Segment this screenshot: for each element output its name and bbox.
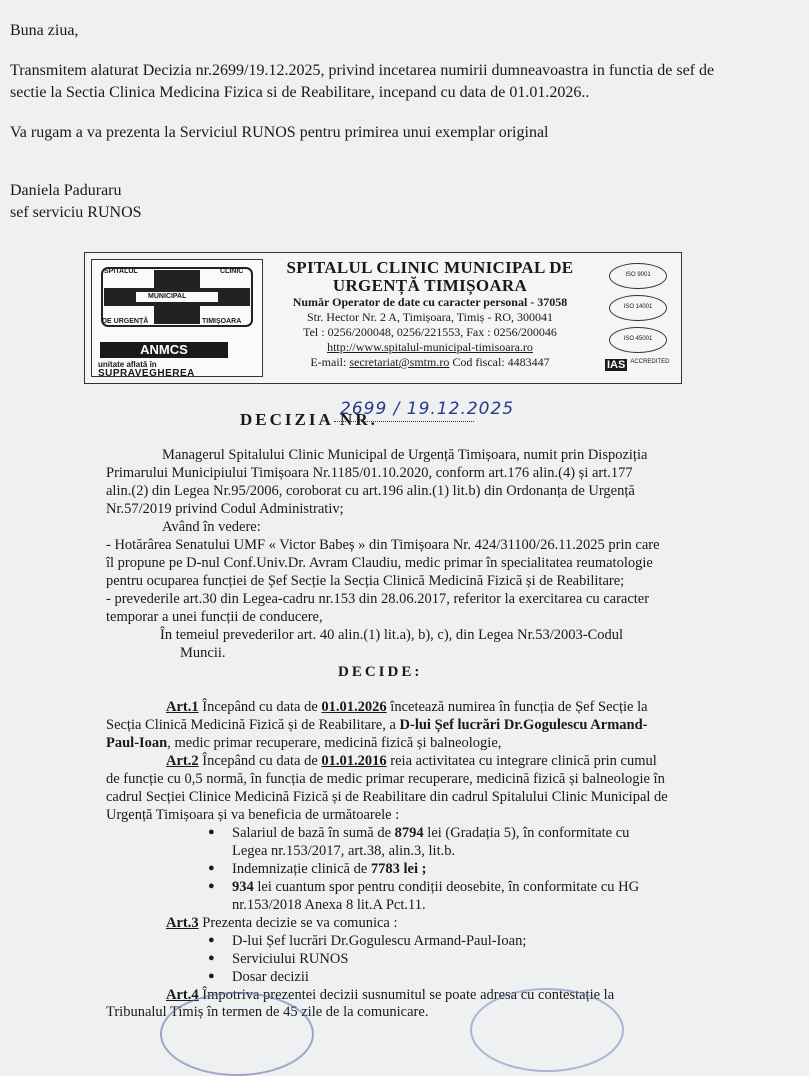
email-label: E-mail: [310, 355, 350, 369]
logo-timisoara: TIMIȘOARA [202, 318, 242, 325]
art1-line-3 [106, 734, 501, 753]
salary-line-2: Legea nr.153/2017, art.38, alin.3, lit.b. [232, 843, 456, 859]
hospital-phone: Tel : 0256/200048, 0256/221553, Fax : 0256/200046 [303, 325, 557, 339]
art4-line-2: Tribunalul Timiș în termen de 45 zile de la comunicare. [106, 1004, 429, 1020]
logo-spitalul: SPITALUL [104, 268, 138, 275]
preamble-line: Managerul Spitalului Clinic Municipal de Urgență Timișoara, numit prin Dispoziția [162, 447, 648, 463]
art3-text: Prezenta decizie se va comunica : [198, 915, 398, 931]
indemnity-line [232, 860, 426, 879]
salary-line-1 [232, 824, 629, 843]
art1-pre: Începând cu data de [198, 699, 322, 715]
art2-line-1 [166, 752, 657, 771]
having-regard: Având în vedere: [162, 519, 261, 535]
spor-post: lei cuantum spor pentru condiții deosebite, în conformitate cu HG [253, 879, 640, 895]
hospital-name-line-1: SPITALUL CLINIC MUNICIPAL DE [286, 258, 574, 277]
bullet-icon: ● [208, 952, 215, 964]
salary-amount: 8794 [394, 825, 424, 841]
preamble-line: alin.(2) din Legea Nr.95/2006, coroborat cu art.196 alin.(1) lit.b) din Ordonanța de Urgență [106, 483, 635, 499]
art2-pre: Începând cu data de [198, 753, 322, 769]
decision-title: DECIZIA NR. [240, 410, 378, 429]
decision-number-handwritten: 2699 / 19.12.2025 [340, 399, 515, 419]
bullet-icon: ● [208, 826, 215, 838]
ias-small: ACCREDITED [630, 359, 670, 365]
iso-9001-seal: ISO 9001 [609, 263, 667, 289]
legal-basis-line-1: În temeiul prevederilor art. 40 alin.(1) lit.a), b), c), din Legea Nr.53/2003-Codul [160, 627, 624, 643]
salary-post: lei (Gradația 5), în conformitate cu [423, 825, 630, 841]
preamble-line: Nr.57/2019 privind Codul Administrativ; [106, 501, 344, 517]
art2-line: de funcție cu 0,5 normă, în funcția de medic primar recuperare, medicină fizică și balneologie în [106, 771, 665, 787]
hospital-website[interactable]: http://www.spitalul-municipal-timisoara.ro [327, 340, 533, 354]
art2-text-1: reia activitatea cu integrare clinică prin cumul [386, 753, 657, 769]
bullet-icon: ● [208, 862, 215, 874]
art1-text-2: Secția Clinică Medicină Fizică și de Reabilitare, a [106, 717, 400, 733]
certifications [601, 259, 677, 377]
consideration-line: - prevederile art.30 din Legea-cadru nr.153 din 28.06.2017, referitor la exercitarea cu caracter [106, 591, 650, 607]
email-request: Va rugam a va prezenta la Serviciul RUNOS pentru primirea unui exemplar original [10, 124, 549, 141]
recipient-item: Dosar decizii [232, 969, 309, 985]
art2-label: Art.2 [166, 753, 199, 769]
indemnity-pre: Indemnizație clinică de [232, 861, 371, 877]
spor-line-1 [232, 878, 639, 897]
recipient-item: Serviciului RUNOS [232, 951, 349, 967]
logo-municipal: MUNICIPAL [148, 293, 187, 300]
art1-text-1: încetează numirea în funcția de Șef Secție la [386, 699, 648, 715]
art1-text-3: , medic primar recuperare, medicină fizică și balneologie, [167, 735, 502, 751]
legal-basis-line-2: Muncii. [180, 645, 226, 661]
art1-line-2 [106, 716, 648, 735]
fiscal-code: Cod fiscal: 4483447 [449, 355, 550, 369]
email-greeting: Buna ziua, [10, 22, 79, 39]
art4-text-1: Împotriva prezentei decizii susnumitul se poate adresa cu contestație la [198, 987, 615, 1003]
iso-14001-seal: ISO 14001 [609, 295, 667, 321]
decision-number-dots [334, 421, 474, 422]
art1-name-1: D-lui Șef lucrări Dr.Gogulescu Armand- [399, 717, 648, 733]
hospital-address: Str. Hector Nr. 2 A, Timișoara, Timiș - RO, 300041 [306, 310, 554, 324]
art1-name-2: Paul-Ioan [106, 735, 168, 751]
spor-amount: 934 [232, 879, 254, 895]
art2-date: 01.01.2016 [321, 753, 387, 769]
hospital-contact [265, 355, 595, 370]
salary-pre: Salariul de bază în sumă de [232, 825, 395, 841]
hospital-name-line-2: URGENȚĂ TIMIȘOARA [332, 276, 528, 295]
art1-date: 01.01.2026 [321, 699, 387, 715]
ias-accreditation [605, 359, 669, 371]
art2-line: cadrul Secției Clinice Medicină Fizică și de Reabilitare din cadrul Spitalului Clinic Municipal de [106, 789, 668, 805]
anmcs-line-1: unitate aflată în [98, 360, 157, 369]
bullet-icon: ● [208, 934, 215, 946]
art3-label: Art.3 [166, 915, 199, 931]
official-stamp-2 [470, 988, 624, 1072]
consideration-line: - Hotărârea Senatului UMF « Victor Babeș » din Timișoara Nr. 424/31100/26.11.2025 prin care [106, 537, 660, 553]
email-signer-title: sef serviciu RUNOS [10, 204, 142, 221]
email-signer-name: Daniela Paduraru [10, 182, 122, 199]
art3-line [166, 914, 398, 933]
email-body-line-1: Transmitem alaturat Decizia nr.2699/19.12.2025, privind incetarea numirii dumneavoastra in functia de sef de [10, 62, 715, 79]
consideration-line: pentru ocuparea funcției de Șef Secție la Secția Clinică Medicină Fizică și de Reabilitare; [106, 573, 625, 589]
logo-clinic: CLINIC [220, 268, 244, 275]
spor-line-2: nr.153/2018 Anexa 8 lit.A Pct.11. [232, 897, 426, 913]
recipient-item: D-lui Șef lucrări Dr.Gogulescu Armand-Paul-Ioan; [232, 933, 527, 949]
consideration-line: temporar a unei funcții de conducere, [106, 609, 323, 625]
art1-line-1 [166, 698, 648, 717]
iso-45001-seal: ISO 45001 [609, 327, 667, 353]
art2-line: Urgență Timișoara și va beneficia de următoarele : [106, 807, 400, 823]
letterhead [84, 252, 682, 384]
bullet-icon: ● [208, 880, 215, 892]
preamble-line: Primarului Municipiului Timișoara Nr.1185/01.10.2020, conform art.176 alin.(4) și art.177 [106, 465, 633, 481]
art1-label: Art.1 [166, 699, 199, 715]
ias-badge: IAS [607, 359, 626, 371]
art4-label: Art.4 [166, 987, 199, 1003]
consideration-line: îl propune pe D-nul Conf.Univ.Dr. Avram Claudiu, medic primar în specialitatea reumatologie [106, 555, 653, 571]
hospital-logo [91, 259, 263, 377]
anmcs-line-2: SUPRAVEGHEREA [98, 368, 195, 379]
hospital-email-link[interactable]: secretariat@smtm.ro [349, 355, 450, 369]
bullet-icon: ● [208, 970, 215, 982]
anmcs-badge: ANMCS [100, 342, 228, 358]
hospital-info [265, 259, 595, 370]
indemnity-amount: 7783 lei ; [370, 861, 427, 877]
email-body-line-2: sectie la Sectia Clinica Medicina Fizica si de Reabilitare, incepand cu data de 01.01.2026.. [10, 84, 590, 101]
decides-heading: DECIDE: [338, 664, 423, 680]
official-stamp [160, 992, 314, 1076]
operator-number: Număr Operator de date cu caracter personal - 37058 [292, 295, 568, 309]
logo-de-urgenta: DE URGENȚĂ [102, 318, 149, 325]
